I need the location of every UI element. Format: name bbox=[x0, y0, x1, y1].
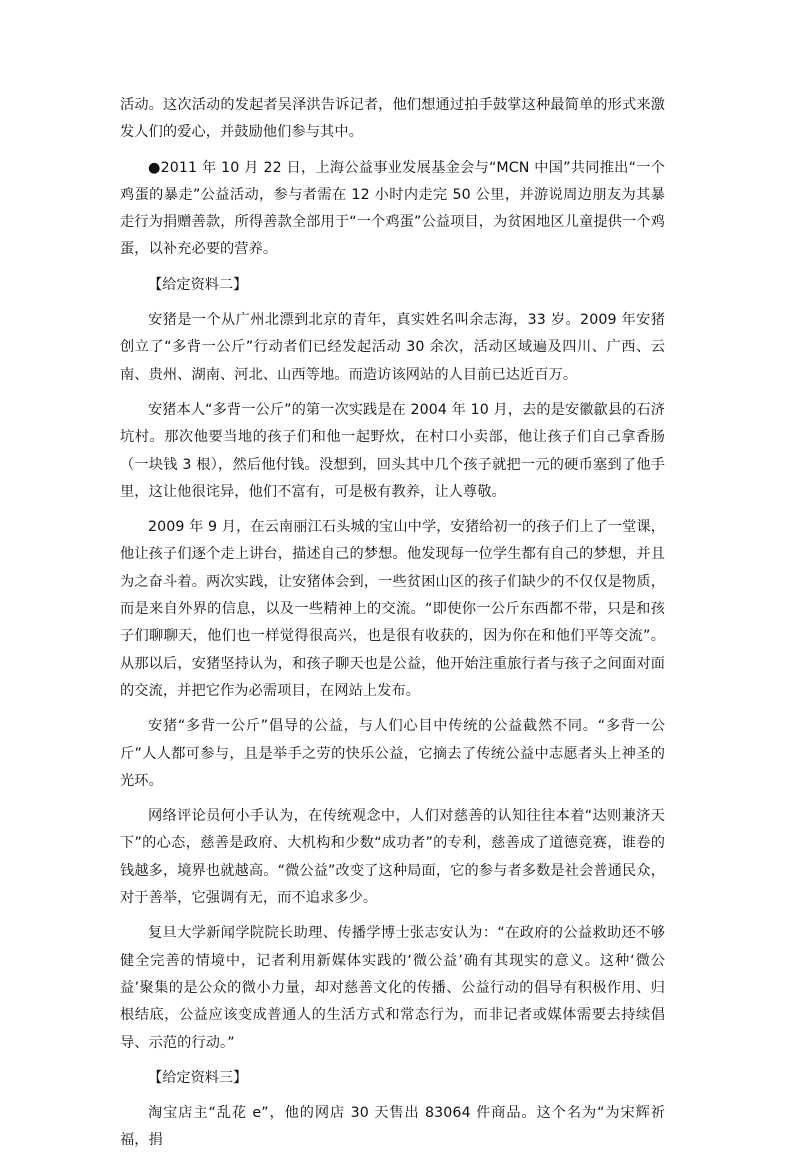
paragraph-fudan-expert: 复旦大学新闻学院院长助理、传播学博士张志安认为：“在政府的公益救助还不够健全完善的情境中，记者利用新媒体实践的‘微公益’确有其现实的意义。这种‘微公益’聚集的是公众的微小力量，却对慈善文化的传播、公益行动的倡导有积极作用、归根结底，公益应该变成普通人的生活方式和常态行为，而非记者或媒体需要去持续倡导、示范的行动。” bbox=[120, 925, 665, 1051]
document-page bbox=[120, 92, 665, 1163]
paragraph-taobao-shop: 淘宝店主“乱花 e”，他的网店 30 天售出 83064 件商品。这个名为“为宋辉祈福，捐 bbox=[120, 1105, 665, 1149]
paragraph-egg-walk: ●2011 年 10 月 22 日，上海公益事业发展基金会与“MCN 中国”共同推出“一个鸡蛋的暴走”公益活动，参与者需在 12 小时内走完 50 公里，并游说周边朋友为其暴走行为捐赠善款，所得善款全部用于“一个鸡蛋”公益项目，为贫困地区儿童提供一个鸡蛋，以补充必要的营养。 bbox=[120, 159, 665, 258]
paragraph-different-charity: 安猪“多背一公斤”倡导的公益，与人们心目中传统的公益截然不同。“多背一公斤”人人都可参与，且是举手之劳的快乐公益，它摘去了传统公益中志愿者头上神圣的光环。 bbox=[120, 718, 665, 789]
paragraph-activity-intro: 活动。这次活动的发起者吴泽洪告诉记者，他们想通过拍手鼓掌这种最简单的形式来激发人们的爱心，并鼓励他们参与其中。 bbox=[120, 97, 665, 141]
paragraph-anzhu-intro: 安猪是一个从广州北漂到北京的青年，真实姓名叫余志海，33 岁。2009 年安猪创立了“多背一公斤”行动者们已经发起活动 30 余次，活动区域遍及四川、广西、云南、贵州、湖南、河北、山西等地。而造访该网站的人目前已达近百万。 bbox=[120, 312, 665, 383]
paragraph-baoshan-school: 2009 年 9 月，在云南丽江石头城的宝山中学，安猪给初一的孩子们上了一堂课，他让孩子们逐个走上讲台，描述自己的梦想。他发现每一位学生都有自己的梦想，并且为之奋斗着。两次实践，让安猪体会到，一些贫困山区的孩子们缺少的不仅仅是物质，而是来自外界的信息，以及一些精神上的交流。“即使你一公斤东西都不带，只是和孩子们聊聊天，他们也一样觉得很高兴，也是很有收获的，因为你在和他们平等交流”。从那以后，安猪坚持认为，和孩子聊天也是公益，他开始注重旅行者与孩子之间面对面的交流，并把它作为必需项目，在网站上发布。 bbox=[120, 519, 665, 699]
section-heading-material-two: 【给定资料二】 bbox=[148, 276, 248, 293]
paragraph-first-practice: 安猪本人“多背一公斤”的第一次实践是在 2004 年 10 月，去的是安徽歙县的石济坑村。那次他要当地的孩子们和他一起野炊，在村口小卖部，他让孩子们自己拿香肠（一块钱 3 根），然后他付钱。没想到，回头其中几个孩子就把一元的硬币塞到了他手里，这让他很诧异，他们不富有，可是极有教养，让人尊敬。 bbox=[120, 401, 665, 500]
paragraph-commentator: 网络评论员何小手认为，在传统观念中，人们对慈善的认知往往本着“达则兼济天下”的心态，慈善是政府、大机构和少数“成功者”的专利，慈善成了道德竞赛，谁卷的钱越多，境界也就越高。“微公益”改变了这种局面，它的参与者多数是社会普通民众，对于善举，它强调有无，而不追求多少。 bbox=[120, 808, 665, 907]
section-heading-material-three: 【给定资料三】 bbox=[148, 1069, 248, 1086]
